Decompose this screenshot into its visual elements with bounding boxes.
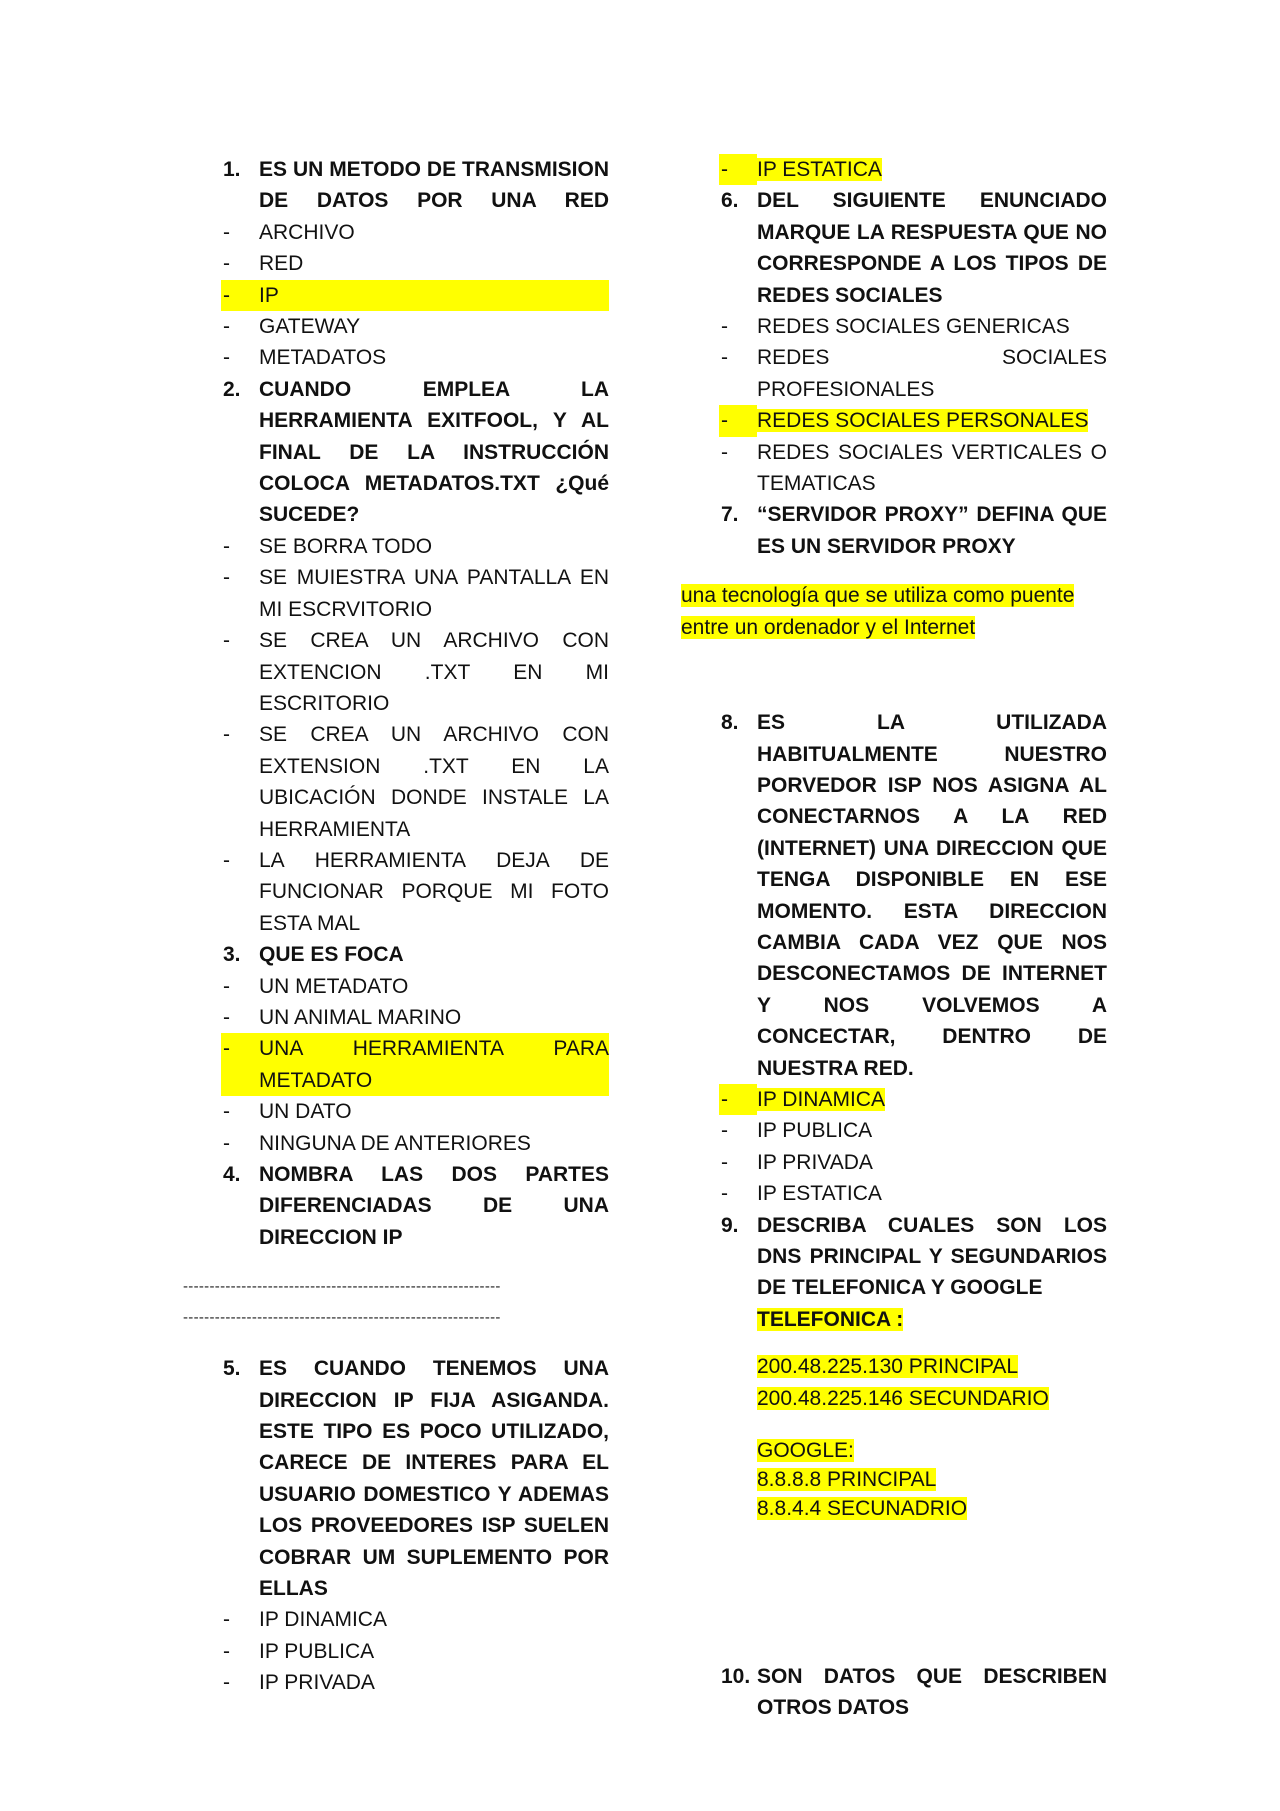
question-number: 10.: [721, 1665, 751, 1689]
option-text: IP ESTATICA: [757, 1182, 882, 1206]
answer-line: ------------------------------------------------------------: [183, 1309, 501, 1327]
left-column: [183, 154, 609, 1699]
option-text: REDES SOCIALES GENERICAS: [757, 315, 1070, 339]
option: - UN DATO: [221, 1096, 609, 1127]
right-column: [681, 154, 1107, 1724]
option: - IP PUBLICA: [221, 1636, 609, 1667]
google-label: GOOGLE:: [757, 1439, 854, 1463]
option-text: IP DINAMICA: [757, 1087, 885, 1111]
option-highlighted: - IP DINAMICA: [719, 1084, 1107, 1115]
question-text: SON DATOS QUE DESCRIBEN OTROS DATOS: [757, 1665, 1107, 1720]
question-number: 3.: [223, 943, 241, 967]
answer-line: entre un ordenador y el Internet: [681, 615, 976, 639]
option-highlighted: - IP: [221, 280, 609, 311]
question-10: [719, 1661, 1107, 1724]
question-6: [719, 185, 1107, 311]
option: - IP DINAMICA: [221, 1604, 609, 1635]
option: - UN ANIMAL MARINO: [221, 1002, 609, 1033]
option: - REDES SOCIALES GENERICAS: [719, 311, 1107, 342]
option-text: GATEWAY: [259, 315, 361, 339]
question-text: “SERVIDOR PROXY” DEFINA QUE ES UN SERVIDOR PROXY: [757, 503, 1107, 558]
option: - NINGUNA DE ANTERIORES: [221, 1128, 609, 1159]
question-text: ES LA UTILIZADA HABITUALMENTE NUESTRO PORVEDOR ISP NOS ASIGNA AL CONECTARNOS A LA RED (INTERNET) UNA DIRECCION QUE TENGA DISPONIBLE EN ESE MOMENTO. ESTA DIRECCION CAMBIA CADA VEZ QUE NOS DESCONECTAMOS DE INTERNET Y NOS VOLVEMOS A CONCECTAR, DENTRO DE NUESTRA RED.: [757, 711, 1107, 1080]
option: - IP ESTATICA: [719, 1178, 1107, 1209]
option-text: LA HERRAMIENTA DEJA DE FUNCIONAR PORQUE MI FOTO ESTA MAL: [259, 848, 609, 935]
option-text: UN DATO: [259, 1100, 352, 1124]
option-highlighted: - IP ESTATICA: [719, 154, 1107, 185]
option-text: IP PUBLICA: [757, 1119, 873, 1143]
option-text: IP PUBLICA: [259, 1639, 375, 1663]
option: - LA HERRAMIENTA DEJA DE FUNCIONAR PORQUE MI FOTO ESTA MAL: [221, 845, 609, 939]
option: - IP PUBLICA: [719, 1115, 1107, 1146]
option: - UN METADATO: [221, 971, 609, 1002]
option-text: METADATOS: [259, 346, 387, 370]
question-9: [719, 1210, 1107, 1304]
option: - SE CREA UN ARCHIVO CON EXTENSION .TXT EN LA UBICACIÓN DONDE INSTALE LA HERRAMIENTA: [221, 719, 609, 845]
option-highlighted: - UNA HERRAMIENTA PARA METADATO: [221, 1033, 609, 1096]
option-text: SE CREA UN ARCHIVO CON EXTENSION .TXT EN LA UBICACIÓN DONDE INSTALE LA HERRAMIENTA: [259, 723, 609, 841]
option-text: SE MUIESTRA UNA PANTALLA EN MI ESCRVITORIO: [259, 566, 609, 621]
question-number: 5.: [223, 1357, 241, 1381]
question-text: NOMBRA LAS DOS PARTES DIFERENCIADAS DE UNA DIRECCION IP: [259, 1163, 609, 1249]
question-text: CUANDO EMPLEA LA HERRAMIENTA EXITFOOL, Y AL FINAL DE LA INSTRUCCIÓN COLOCA METADATOS.TXT ¿Qué SUCEDE?: [259, 377, 609, 527]
option-text: REDES SOCIALES PROFESIONALES: [757, 346, 1107, 401]
option-text: NINGUNA DE ANTERIORES: [259, 1131, 531, 1155]
telefonica-label: TELEFONICA :: [757, 1307, 904, 1331]
question-number: 2.: [223, 377, 241, 401]
option: - METADATOS: [221, 342, 609, 373]
option-text: UNA HERRAMIENTA PARA METADATO: [259, 1037, 609, 1092]
dns-primary: 200.48.225.130 PRINCIPAL: [757, 1355, 1019, 1379]
dns-secondary: 200.48.225.146 SECUNDARIO: [757, 1386, 1049, 1410]
option: - RED: [221, 248, 609, 279]
option-text: IP DINAMICA: [259, 1608, 387, 1632]
question-3: [221, 939, 609, 970]
option: - SE CREA UN ARCHIVO CON EXTENCION .TXT EN MI ESCRITORIO: [221, 625, 609, 719]
question-number: 8.: [721, 711, 739, 735]
option-text: UN METADATO: [259, 974, 409, 998]
question-5: [221, 1353, 609, 1604]
option-text: ARCHIVO: [259, 220, 355, 244]
option: - REDES SOCIALES PROFESIONALES: [719, 342, 1107, 405]
question-text: DEL SIGUIENTE ENUNCIADO MARQUE LA RESPUESTA QUE NO CORRESPONDE A LOS TIPOS DE REDES SOCIALES: [757, 189, 1107, 307]
dns-primary: 8.8.8.8 PRINCIPAL: [757, 1468, 937, 1492]
option-text: UN ANIMAL MARINO: [259, 1005, 462, 1029]
option-text: IP PRIVADA: [259, 1671, 375, 1695]
question-number: 7.: [721, 503, 739, 527]
option-text: REDES SOCIALES PERSONALES: [757, 409, 1089, 433]
question-4: [221, 1159, 609, 1253]
option-text: IP ESTATICA: [757, 158, 882, 181]
option: - IP PRIVADA: [221, 1667, 609, 1698]
question-number: 4.: [223, 1163, 241, 1186]
dns-secondary: 8.8.4.4 SECUNADRIO: [757, 1497, 968, 1521]
question-7: [719, 499, 1107, 562]
option-text: IP PRIVADA: [757, 1150, 873, 1174]
option: - SE BORRA TODO: [221, 531, 609, 562]
question-number: 9.: [721, 1213, 739, 1237]
telefonica-dns: [757, 1351, 1107, 1414]
answer-line: ------------------------------------------------------------: [183, 1278, 501, 1296]
question-number: 6.: [721, 189, 739, 213]
question-1: [221, 154, 609, 217]
option: - SE MUIESTRA UNA PANTALLA EN MI ESCRVITORIO: [221, 562, 609, 625]
option-text: SE CREA UN ARCHIVO CON EXTENCION .TXT EN MI ESCRITORIO: [259, 629, 609, 715]
option-text: IP: [259, 283, 279, 307]
option-text: SE BORRA TODO: [259, 534, 433, 558]
option-text: REDES SOCIALES VERTICALES O TEMATICAS: [757, 440, 1107, 496]
option: - GATEWAY: [221, 311, 609, 342]
answer-line: una tecnología que se utiliza como puente: [681, 584, 1075, 608]
question-text: DESCRIBA CUALES SON LOS DNS PRINCIPAL Y SEGUNDARIOS DE TELEFONICA Y GOOGLE: [757, 1213, 1107, 1300]
question-text: ES CUANDO TENEMOS UNA DIRECCION IP FIJA ASIGANDA. ESTE TIPO ES POCO UTILIZADO, CARECE DE INTERES PARA EL USUARIO DOMESTICO Y ADEMAS LOS PROVEEDORES ISP SUELEN COBRAR UM SUPLEMENTO POR ELLAS: [259, 1357, 609, 1601]
question-8: [719, 707, 1107, 1084]
option-text: RED: [259, 252, 304, 276]
option-highlighted: - REDES SOCIALES PERSONALES: [719, 405, 1107, 436]
question-text: ES UN METODO DE TRANSMISION DE DATOS POR UNA RED: [259, 158, 609, 213]
question-text: QUE ES FOCA: [259, 943, 404, 967]
option: - ARCHIVO: [221, 217, 609, 248]
question-number: 1.: [223, 158, 241, 181]
question-2: [221, 374, 609, 531]
option: - REDES SOCIALES VERTICALES O TEMATICAS: [719, 437, 1107, 500]
proxy-answer: [681, 580, 1107, 643]
google-dns: [757, 1436, 1107, 1523]
option: - IP PRIVADA: [719, 1147, 1107, 1178]
